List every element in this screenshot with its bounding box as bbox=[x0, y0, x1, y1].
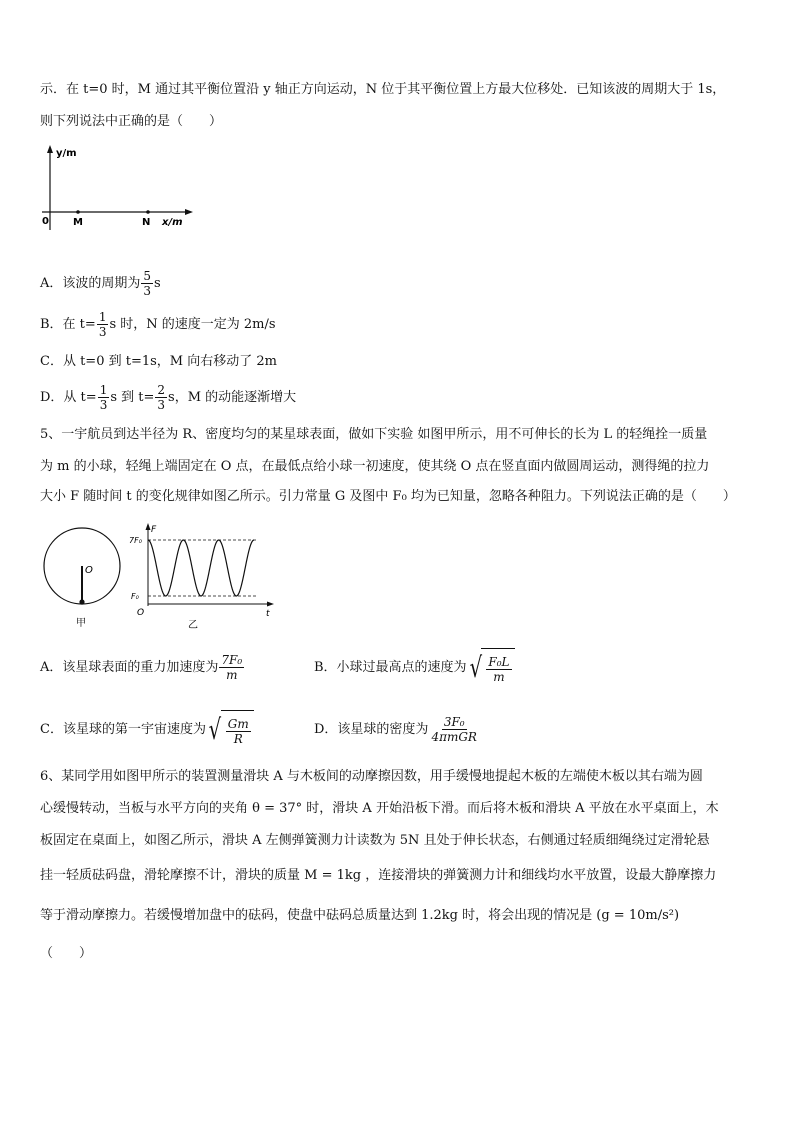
q5-jia-label: 甲 bbox=[76, 618, 86, 629]
q6-stem-line-5: 等于滑动摩擦力。若缓慢增加盘中的砝码，使盘中砝码总质量达到 1.2kg 时，将会出现的情况是 (g = 10m/s²) bbox=[40, 908, 680, 923]
q5-option-d bbox=[314, 710, 480, 750]
q4-point-m-label: M bbox=[73, 217, 83, 228]
frac-den: 3 bbox=[99, 398, 108, 412]
radical-sign: √ bbox=[469, 650, 482, 684]
frac-num: F₀L bbox=[488, 654, 510, 669]
frac-num: 1 bbox=[98, 310, 107, 324]
radicand bbox=[221, 710, 254, 750]
q5-figure-yi bbox=[128, 520, 280, 630]
q4-option-b bbox=[40, 307, 276, 343]
q5-stem-line-1: 5、一宇航员到达半径为 R、密度均匀的某星球表面，做如下实验 如图甲所示，用不可伸长的长为 L 的轻绳拴一质量 bbox=[40, 427, 708, 442]
q5-stem-line-2: 为 m 的小球，轻绳上端固定在 O 点，在最低点给小球一初速度，使其绕 O 点在竖直面内做圆周运动，测得绳的拉力 bbox=[40, 459, 710, 474]
q4-option-d-text: D．从 t= bbox=[40, 390, 97, 405]
q5-option-c-fraction bbox=[226, 717, 251, 746]
q4-origin-label: 0 bbox=[42, 216, 49, 227]
q4-option-d-fraction-1 bbox=[98, 383, 110, 412]
frac-den: 3 bbox=[143, 284, 152, 298]
q5-bottom-level-label: F₀ bbox=[131, 592, 139, 601]
q5-yi-label: 乙 bbox=[188, 620, 198, 630]
q4-wave-figure bbox=[38, 142, 198, 234]
q4-option-a bbox=[40, 266, 161, 302]
q6-stem-line-6: （ ） bbox=[40, 946, 93, 961]
q6-stem-line-3: 板固定在桌面上，如图乙所示，滑块 A 左侧弹簧测力计读数为 5N 且处于伸长状态，右侧通过轻质细绳绕过定滑轮悬 bbox=[40, 833, 710, 848]
q5-option-a bbox=[40, 648, 245, 688]
q4-stem-line-1: 示．在 t=0 时，M 通过其平衡位置沿 y 轴正方向运动，N 位于其平衡位置上方最大位移处．已知该波的周期大于 1s， bbox=[40, 82, 726, 97]
q4-option-d bbox=[40, 380, 296, 416]
q5-option-d-fraction bbox=[429, 715, 479, 744]
q5-option-b-fraction bbox=[486, 655, 511, 684]
frac-den: m bbox=[493, 669, 505, 684]
radicand bbox=[481, 648, 514, 688]
q4-option-d-suffix: s，M 的动能逐渐增大 bbox=[168, 390, 297, 405]
q5-option-a-fraction bbox=[219, 653, 244, 682]
q5-option-a-text: A．该星球表面的重力加速度为 bbox=[40, 660, 219, 675]
q5-stem-line-3: 大小 F 随时间 t 的变化规律如图乙所示。引力常量 G 及图中 F₀ 均为已知量，忽略各种阻力。下列说法正确的是（ ） bbox=[40, 489, 736, 504]
q5-option-b bbox=[314, 646, 515, 690]
q4-option-b-text: B．在 t= bbox=[40, 317, 96, 332]
q5-force-curve bbox=[148, 540, 254, 596]
q4-option-d-mid: s 到 t= bbox=[110, 390, 155, 405]
q5-origin-label: O bbox=[137, 608, 145, 618]
frac-num: 1 bbox=[99, 383, 108, 397]
q6-stem-line-2: 心缓慢转动，当板与水平方向的夹角 θ = 37° 时，滑块 A 开始沿板下滑。而后将木板和滑块 A 平放在水平桌面上，木 bbox=[40, 801, 719, 816]
q4-option-a-fraction bbox=[141, 269, 153, 298]
q4-stem-line-2: 则下列说法中正确的是（ ） bbox=[40, 114, 223, 129]
frac-den: R bbox=[233, 731, 243, 746]
frac-num: 5 bbox=[143, 269, 152, 283]
q4-option-c: C．从 t=0 到 t=1s，M 向右移动了 2m bbox=[40, 354, 277, 369]
q5-option-d-text: D．该星球的密度为 bbox=[314, 722, 429, 737]
q6-stem-line-1: 6、某同学用如图甲所示的装置测量滑块 A 与木板间的动摩擦因数，用手缓慢地提起木板的左端使木板以其右端为圆 bbox=[40, 769, 703, 784]
q5-option-c-sqrt bbox=[206, 710, 254, 750]
q4-option-a-unit: s bbox=[154, 276, 161, 291]
q5-option-b-text: B．小球过最高点的速度为 bbox=[314, 660, 467, 675]
q4-x-axis-label: x/m bbox=[162, 217, 183, 228]
q5-t-axis-label: t bbox=[266, 609, 270, 619]
q5-option-c bbox=[40, 708, 254, 752]
frac-den: m bbox=[226, 668, 238, 682]
q4-option-d-fraction-2 bbox=[155, 383, 167, 412]
radical-sign: √ bbox=[208, 712, 222, 746]
q4-point-n-label: N bbox=[142, 217, 151, 228]
q5-option-b-sqrt bbox=[467, 648, 515, 688]
q4-y-axis-label: y/m bbox=[56, 148, 77, 159]
frac-num: 3F₀ bbox=[443, 715, 465, 729]
q5-top-level-label: 7F₀ bbox=[129, 536, 142, 545]
frac-num: 7F₀ bbox=[221, 653, 243, 667]
frac-num: Gm bbox=[227, 716, 249, 731]
q5-point-o-label: O bbox=[85, 565, 93, 576]
q4-option-b-fraction bbox=[97, 310, 109, 339]
frac-num: 2 bbox=[157, 383, 166, 397]
frac-den: 4πmGR bbox=[431, 730, 477, 744]
q5-option-c-text: C．该星球的第一宇宙速度为 bbox=[40, 722, 206, 737]
q4-option-b-suffix: s 时，N 的速度一定为 2m/s bbox=[109, 317, 276, 332]
frac-den: 3 bbox=[157, 398, 166, 412]
q5-f-axis-label: F bbox=[151, 525, 157, 535]
q4-option-a-text: A．该波的周期为 bbox=[40, 276, 141, 291]
q6-stem-line-4: 挂一轻质砝码盘，滑轮摩擦不计，滑块的质量 M = 1kg ，连接滑块的弹簧测力计和细线均水平放置，设最大静摩擦力 bbox=[40, 868, 717, 883]
frac-den: 3 bbox=[98, 325, 107, 339]
q5-figure-jia bbox=[38, 522, 126, 632]
